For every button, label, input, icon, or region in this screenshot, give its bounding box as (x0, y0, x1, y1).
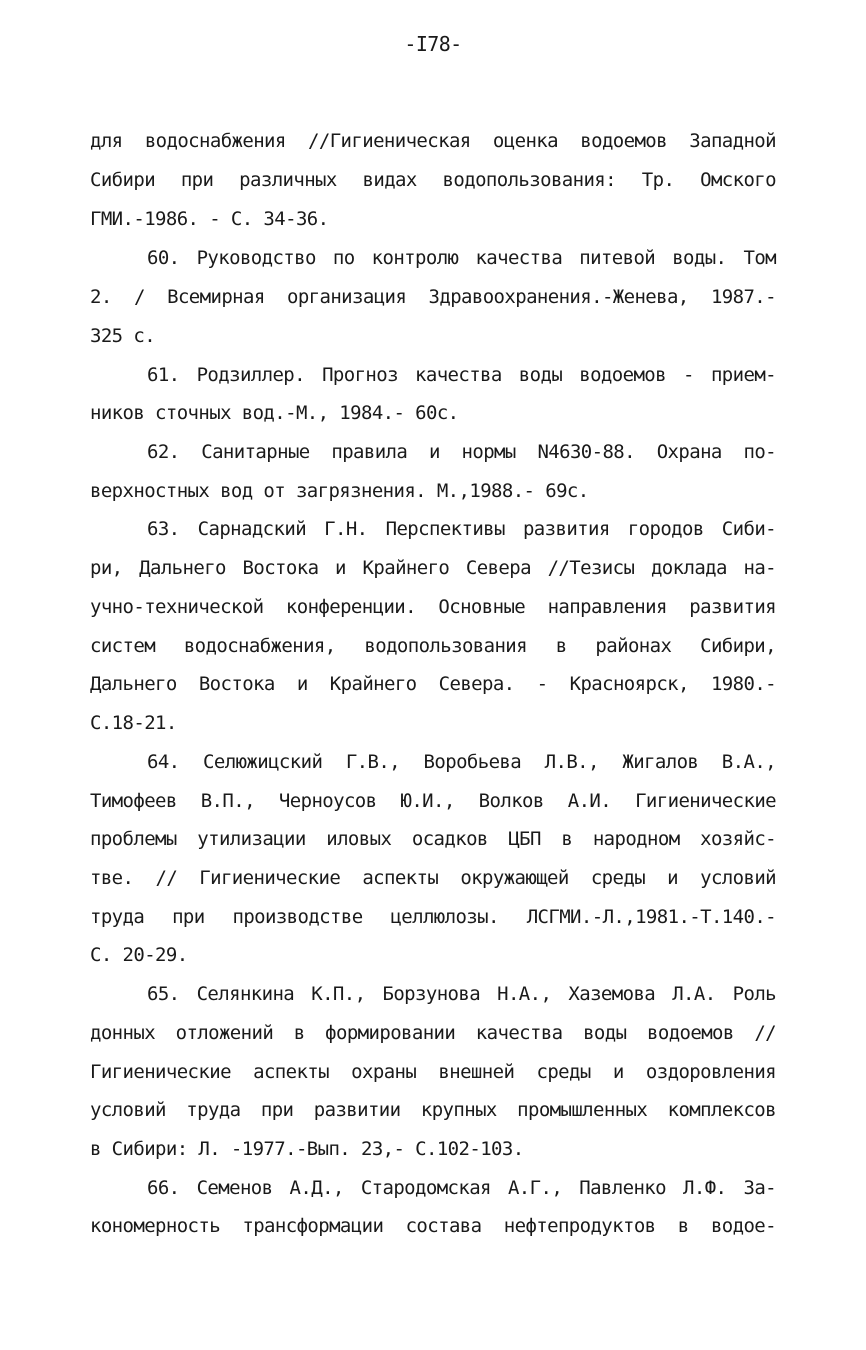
text-line: ников сточных вод.-М., 1984.- 60с. (90, 402, 459, 424)
reference-65-start: 65. Селянкина К.П., Борзунова Н.А., Хаземова Л.А. Роль (147, 983, 776, 1005)
text-line: донных отложений в формировании качества воды водоемов // (90, 1022, 776, 1044)
text-line: Дальнего Востока и Крайнего Севера. - Красноярск, 1980.- (90, 673, 776, 695)
text-line: кономерность трансформации состава нефтепродуктов в водое- (90, 1215, 776, 1237)
text-line: Сибири при различных видах водопользования: Тр. Омского (90, 169, 776, 191)
reference-63-start: 63. Сарнадский Г.Н. Перспективы развития городов Сиби- (147, 518, 776, 540)
reference-66-start: 66. Семенов А.Д., Стародомская А.Г., Павленко Л.Ф. За- (147, 1177, 776, 1199)
text-line: верхностных вод от загрязнения. М.,1988.- 69с. (90, 480, 589, 502)
text-line: Тимофеев В.П., Черноусов Ю.И., Волков А.И. Гигиенические (90, 790, 776, 812)
page-number: -I78- (404, 32, 462, 56)
text-line: 2. / Всемирная организация Здравоохранения.-Женева, 1987.- (90, 286, 776, 308)
text-line: условий труда при развитии крупных промышленных комплексов (90, 1099, 776, 1121)
text-line: проблемы утилизации иловых осадков ЦБП в народном хозяйс- (90, 828, 776, 850)
text-line: ри, Дальнего Востока и Крайнего Севера //Тезисы доклада на- (90, 557, 776, 579)
text-line: Гигиенические аспекты охраны внешней среды и оздоровления (90, 1061, 776, 1083)
text-line: труда при производстве целлюлозы. ЛСГМИ.-Л.,1981.-Т.140.- (90, 906, 776, 928)
text-line: для водоснабжения //Гигиеническая оценка водоемов Западной (90, 130, 776, 152)
reference-61-start: 61. Родзиллер. Прогноз качества воды водоемов - прием- (147, 364, 776, 386)
text-line: систем водоснабжения, водопользования в районах Сибири, (90, 635, 776, 657)
text-line: учно-технической конференции. Основные направления развития (90, 596, 776, 618)
text-line: тве. // Гигиенические аспекты окружающей среды и условий (90, 867, 776, 889)
reference-64-start: 64. Селюжицский Г.В., Воробьева Л.В., Жигалов В.А., (147, 751, 776, 773)
text-line: в Сибири: Л. -1977.-Вып. 23,- С.102-103. (90, 1138, 524, 1160)
text-line: С.18-21. (90, 712, 177, 734)
text-line: 325 с. (90, 325, 156, 347)
text-line: С. 20-29. (90, 944, 188, 966)
reference-62-start: 62. Санитарные правила и нормы N4630-88. Охрана по- (147, 441, 776, 463)
text-line: ГМИ.-1986. - С. 34-36. (90, 208, 329, 230)
reference-60-start: 60. Руководство по контролю качества питевой воды. Том (147, 247, 776, 269)
